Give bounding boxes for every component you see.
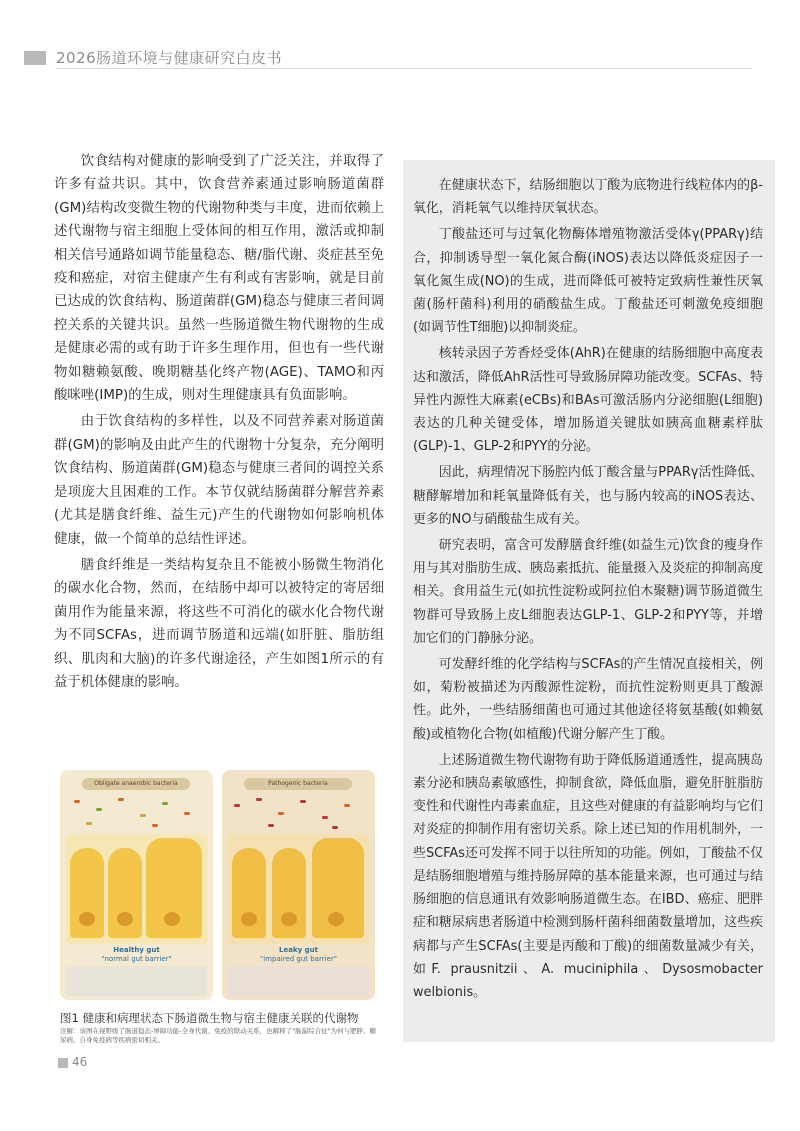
leaky-gut-label: Leaky gut "impaired gut barrier" (260, 946, 337, 963)
left-paragraph-3: 膳食纤维是一类结构复杂且不能被小肠微生物消化的碳水化合物，然而，在结肠中却可以被特定的寄居细菌用作为能量来源，将这些不可消化的碳水化合物代谢为不同SCFAs，进而调节肠道和远端(如肝脏、脂肪组织、肌肉和大脑)的许多代谢途径，产生如图1所示的有益于机体健康的影响。 (54, 557, 384, 690)
header-marker (24, 51, 46, 65)
left-paragraph-2: 由于饮食结构的多样性，以及不同营养素对肠道菌群(GM)的影响及由此产生的代谢物十分复杂，充分阐明饮食结构、肠道菌群(GM)稳态与健康三者间的调控关系是项庞大且困难的工作。本节仅就结肠菌群分解营养素(尤其是膳食纤维、益生元)产生的代谢物如何影响机体健康，做一个简单的总结性评述。 (54, 414, 384, 547)
right-paragraph-6: 可发酵纤维的化学结构与SCFAs的产生情况直接相关，例如，菊粉被描述为丙酸源性淀粉，而抗性淀粉则更具丁酸源性。此外，一些结肠细菌也可通过其他途径将氨基酸(如赖氨酸)或植物化合物(如植酸)代谢分解产生丁酸。 (413, 657, 763, 742)
bacteria-lumen (66, 794, 207, 834)
epithelial-cells (66, 834, 207, 944)
organ-effects (66, 966, 207, 996)
page-number: 46 (72, 1055, 88, 1069)
right-panel-title: Pathogenic bacteria (244, 778, 352, 790)
left-column (54, 150, 384, 694)
right-paragraph-4: 因此，病理情况下肠腔内低丁酸含量与PPARγ活性降低、糖酵解增加和耗氧量降低有关，也与肠内较高的iNOS表达、更多的NO与硝酸盐生成有关。 (413, 465, 763, 527)
right-paragraph-3: 核转录因子芳香烃受体(AhR)在健康的结肠细胞中高度表达和激活，降低AhR活性可导致肠屏障功能改变。SCFAs、特异性内源性大麻素(eCBs)和BAs可激活肠内分泌细胞(L细胞)表达的几种关键受体，增加肠道关键肽如胰高血糖素样肽(GLP)-1、GLP-2和PYY的分泌。 (413, 346, 763, 455)
right-paragraph-1: 在健康状态下，结肠细胞以丁酸为底物进行线粒体内的β-氧化，消耗氧气以维持厌氧状态。 (413, 178, 763, 217)
organ-effects (228, 966, 369, 996)
healthy-gut-panel (60, 770, 213, 1000)
header-divider (56, 68, 752, 69)
figure-note: 注解：该图在视野级了肠道稳态-屏障功能-全身代谢、免疫的联动关系，也解释了"肠漏综合征"为何与肥胖、糖尿病、自身免疫病等疾病密切相关。 (60, 1027, 377, 1044)
figure-caption: 图1 健康和病理状态下肠道微生物与宿主健康关联的代谢物 (60, 1011, 359, 1025)
right-paragraph-2: 丁酸盐还可与过氧化物酶体增殖物激活受体γ(PPARγ)结合，抑制诱导型一氧化氮合酶(iNOS)表达以降低炎症因子一氧化氮生成(NO)的生成，进而降低可被特定致病性兼性厌氧菌(肠杆菌科)利用的硝酸盐生成。丁酸盐还可刺激免疫细胞(如调节性T细胞)以抑制炎症。 (413, 227, 763, 336)
footer-marker (58, 1058, 68, 1068)
figure-illustration (60, 770, 380, 1000)
damaged-epithelial-cells (228, 834, 369, 944)
header-title: 2026肠道环境与健康研究白皮书 (56, 49, 283, 67)
pathogen-lumen (228, 794, 369, 834)
right-paragraph-7: 上述肠道微生物代谢物有助于降低肠道通透性，提高胰岛素分泌和胰岛素敏感性，抑制食欲，降低血脂，避免肝脏脂肪变性和代谢性内毒素血症，且这些对健康的有益影响均与它们对炎症的抑制作用有密切关系。除上述已知的作用机制外，一些SCFAs还可发挥不同于以往所知的功能。例如，丁酸盐不仅是结肠细胞增殖与维持肠屏障的基本能量来源，也可通过与结肠细胞的信息通讯有效影响肠道微生态。在IBD、癌症、肥胖症和糖尿病患者肠道中检测到肠杆菌科细菌数量增加，这些疾病都与产生SCFAs(主要是丙酸和丁酸)的细菌数量减少有关，如F. prausnitzii、A. muciniphila、Dysosmobacter welbionis。 (413, 752, 763, 1000)
leaky-gut-panel (222, 770, 375, 1000)
healthy-gut-label: Healthy gut "normal gut barrier" (101, 946, 172, 963)
right-paragraph-5: 研究表明，富含可发酵膳食纤维(如益生元)饮食的瘦身作用与其对脂肪生成、胰岛素抵抗、能量摄入及炎症的抑制高度相关。食用益生元(如抗性淀粉或阿拉伯木聚糖)调节肠道微生物群可导致肠上皮L细胞表达GLP-1、GLP-2和PYY等，并增加它们的门静脉分泌。 (413, 538, 763, 646)
left-panel-title: Obligate anaerobic bacteria (82, 778, 190, 790)
left-paragraph-1: 饮食结构对健康的影响受到了广泛关注，并取得了许多有益共识。其中，饮食营养素通过影响肠道菌群(GM)结构改变微生物的代谢物种类与丰度，进而依赖上述代谢物与宿主细胞上受体间的相互作用，激活或抑制相关信号通路如调节能量稳态、糖/脂代谢、炎症甚至免疫和癌症，对宿主健康产生有利或有害影响，就是目前已达成的饮食结构、肠道菌群(GM)稳态与健康三者间调控关系的关键共识。虽然一些肠道微生物代谢物的生成是健康必需的或有助于许多生理作用，但也有一些代谢物如糖赖氨酸、晚期糖基化终产物(AGE)、TAMO和丙酸咪唑(IMP)的生成，则对生理健康具有负面影响。 (54, 154, 384, 404)
right-column-box (403, 160, 775, 1042)
